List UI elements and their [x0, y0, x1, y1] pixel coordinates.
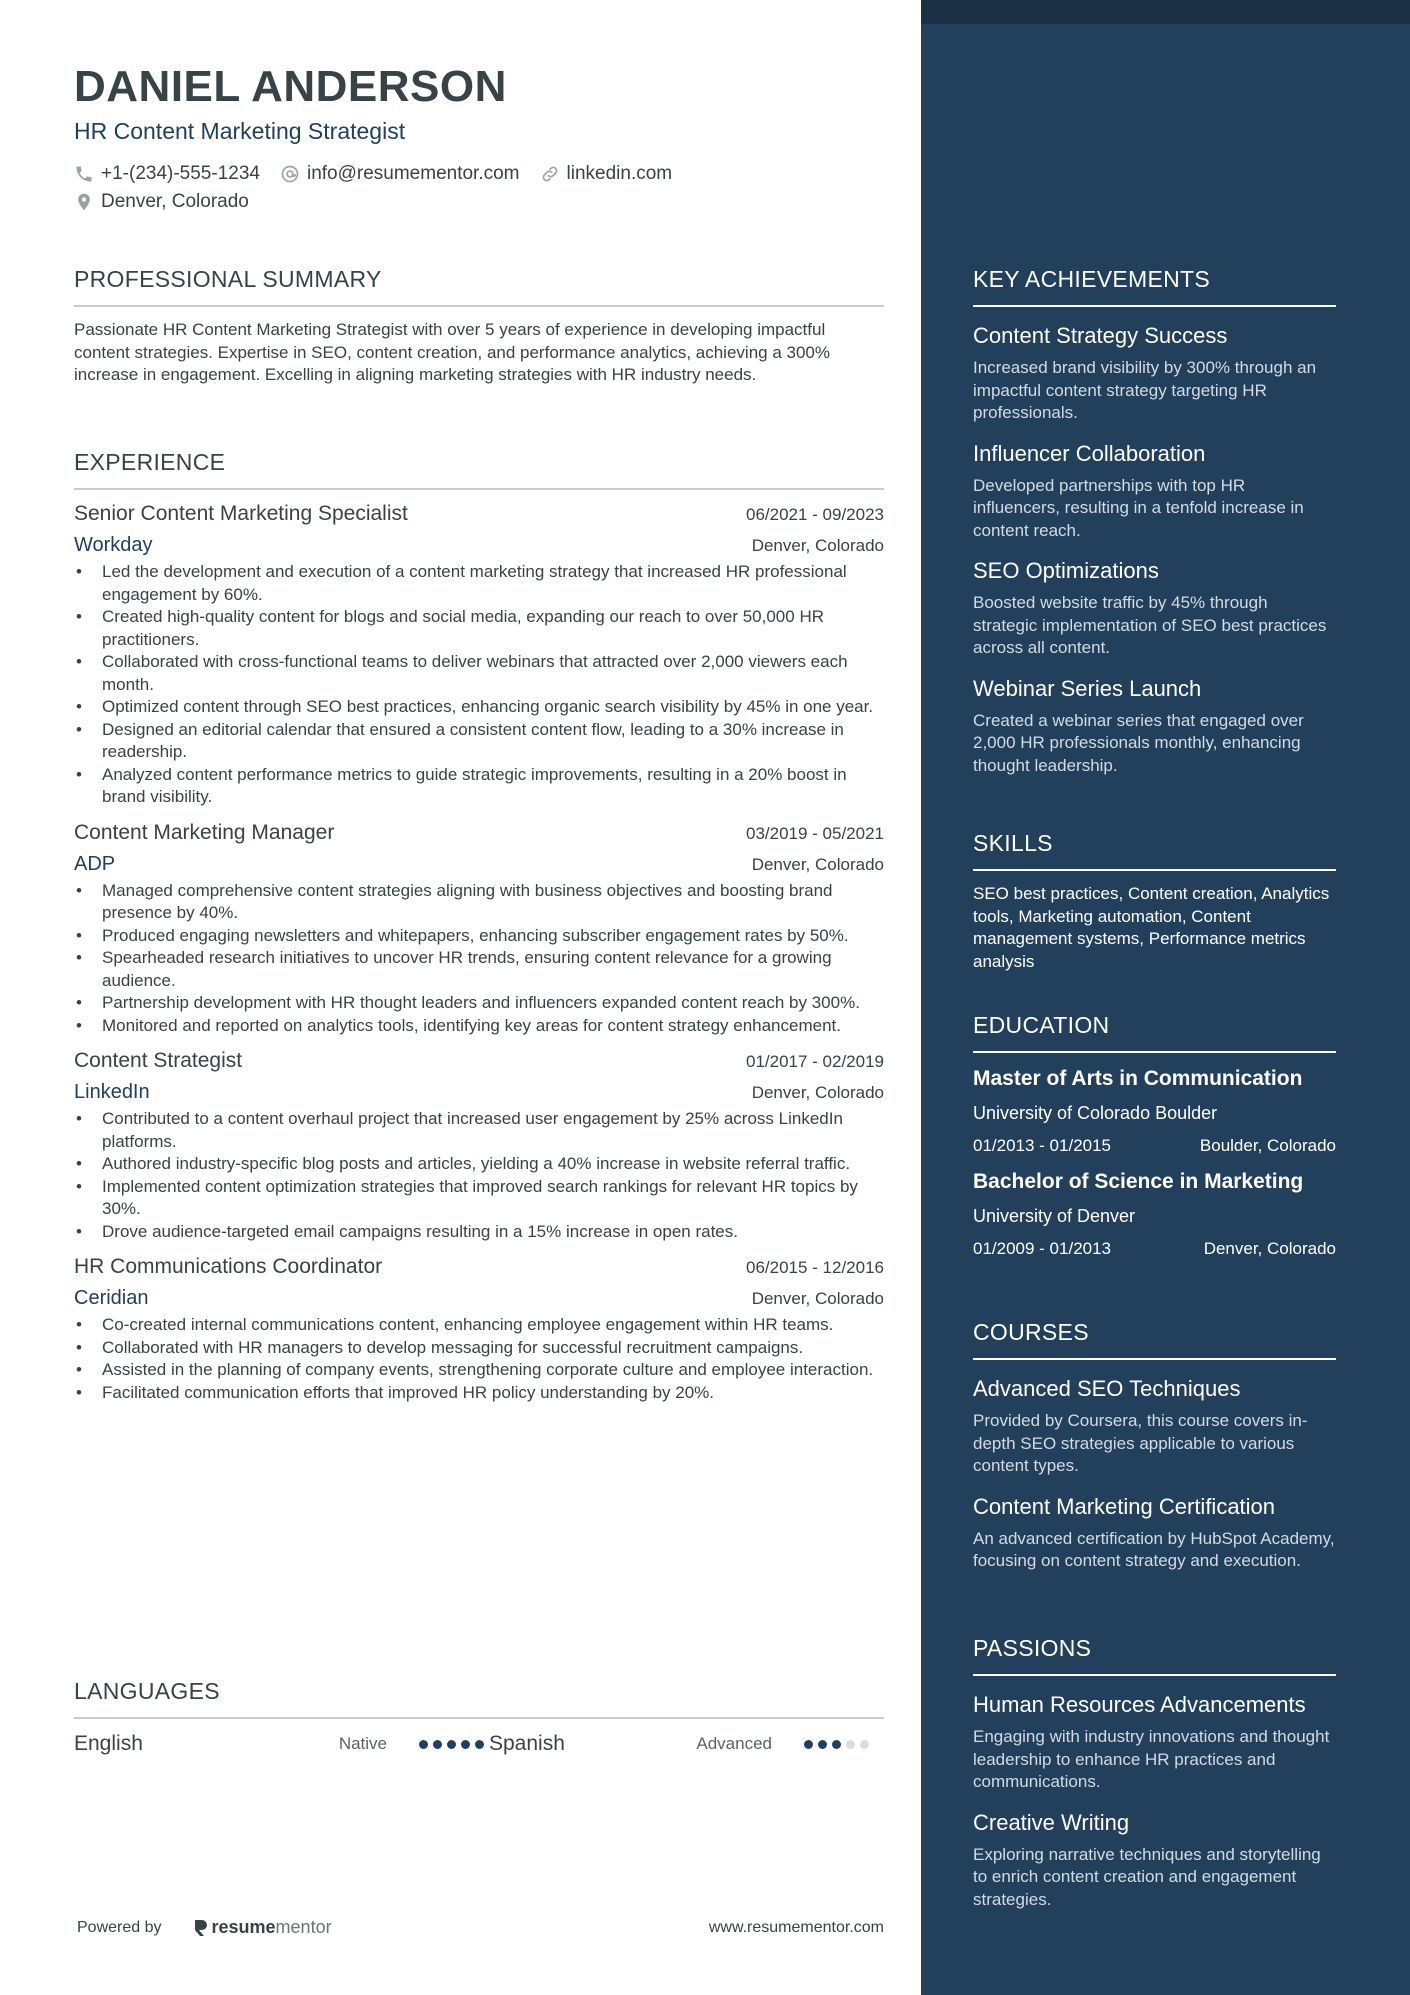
- course-desc: An advanced certification by HubSpot Academy, focusing on content strategy and execution.: [973, 1528, 1335, 1570]
- job-role: HR Communications Coordinator: [74, 1255, 383, 1278]
- job-company: ADP: [74, 852, 116, 875]
- passion-item: [973, 1692, 1336, 1794]
- passions-heading: PASSIONS: [973, 1635, 1336, 1676]
- course-title: Content Marketing Certification: [973, 1493, 1276, 1519]
- job-location: Denver, Colorado: [751, 1083, 884, 1102]
- education-heading: EDUCATION: [973, 1012, 1336, 1053]
- job-bullets: [74, 880, 884, 1038]
- passions-section: [973, 1635, 1336, 1911]
- phone-text: +1-(234)-555-1234: [101, 163, 260, 184]
- experience-section: [74, 449, 884, 1404]
- language-name: Spanish: [489, 1732, 565, 1755]
- resumementor-logo-icon: [192, 1918, 208, 1938]
- job-bullet: • Facilitated communication efforts that improved HR policy understanding by 20%.: [74, 1382, 884, 1405]
- job-bullet: • Led the development and execution of a content marketing strategy that increased HR professional engagement by 60%.: [74, 561, 884, 606]
- achievement-title: SEO Optimizations: [973, 558, 1159, 583]
- job-bullet: • Assisted in the planning of company events, strengthening corporate culture and employee interaction.: [74, 1359, 884, 1382]
- job-bullet: • Partnership development with HR thought leaders and influencers expanded content reach by 300%.: [74, 992, 884, 1015]
- education-location: Boulder, Colorado: [1199, 1136, 1336, 1155]
- job-bullet: • Collaborated with cross-functional teams to deliver webinars that attracted over 2,000 viewers each month.: [74, 651, 884, 696]
- job-company: Workday: [74, 534, 153, 556]
- courses-section: [973, 1319, 1336, 1573]
- rating-dot-empty: [846, 1740, 855, 1749]
- footer: [74, 1917, 884, 1938]
- job-bullet: • Implemented content optimization strategies that improved search rankings for relevant HR topics by 30%.: [74, 1176, 884, 1221]
- job-bullet: • Spearheaded research initiatives to uncover HR trends, ensuring content relevance for a growing audience.: [74, 947, 884, 992]
- job-bullet: • Authored industry-specific blog posts and articles, yielding a 40% increase in website referral traffic.: [74, 1153, 884, 1176]
- sidebar-top-bar: [921, 0, 1410, 24]
- languages-heading: LANGUAGES: [74, 1678, 884, 1719]
- job-bullet: • Created high-quality content for blogs and social media, expanding our reach to over 50,000 HR practitioners.: [74, 606, 884, 651]
- achievement-desc: Developed partnerships with top HR influencers, resulting in a tenfold increase in content reach.: [973, 475, 1304, 540]
- job-location: Denver, Colorado: [751, 536, 884, 555]
- job-location: Denver, Colorado: [751, 854, 884, 874]
- sidebar: [921, 0, 1410, 1995]
- job-company: Ceridian: [74, 1287, 149, 1309]
- passion-title: Creative Writing: [973, 1809, 1130, 1835]
- rating-dot-filled: [832, 1740, 841, 1749]
- rating-dot-filled: [419, 1740, 428, 1749]
- job-role: Senior Content Marketing Specialist: [74, 502, 408, 525]
- job-entry: [74, 1255, 884, 1404]
- course-desc: Provided by Coursera, this course covers in-depth SEO strategies applicable to various content types.: [973, 1411, 1308, 1475]
- job-bullet: • Analyzed content performance metrics to guide strategic improvements, resulting in a 20% boost in brand visibility.: [74, 764, 884, 809]
- location-text: Denver, Colorado: [101, 191, 249, 212]
- candidate-title: HR Content Marketing Strategist: [74, 118, 406, 144]
- achievement-desc: Increased brand visibility by 300% through an impactful content strategy targeting HR professionals.: [973, 358, 1317, 422]
- phone-icon: [74, 164, 94, 184]
- job-role: Content Marketing Manager: [74, 820, 335, 844]
- course-item: [973, 1494, 1336, 1573]
- education-dates: 01/2009 - 01/2013: [973, 1239, 1112, 1258]
- location-pin-icon: [74, 192, 94, 212]
- job-entry: [74, 502, 884, 809]
- powered-by: [74, 1917, 332, 1938]
- job-dates: 01/2017 - 02/2019: [745, 1052, 884, 1071]
- achievement-title: Content Strategy Success: [973, 323, 1228, 348]
- job-bullet: • Optimized content through SEO best practices, enhancing organic search visibility by 45% in one year.: [74, 696, 884, 719]
- language-rating: [804, 1740, 874, 1749]
- passion-desc: Engaging with industry innovations and thought leadership to enhance HR practices and communications.: [973, 1727, 1330, 1791]
- achievement-item: [973, 441, 1336, 543]
- job-dates: 03/2019 - 05/2021: [745, 823, 884, 843]
- job-company: LinkedIn: [74, 1081, 150, 1103]
- experience-heading: EXPERIENCE: [74, 449, 884, 490]
- professional-summary-section: [74, 266, 884, 387]
- languages-section: [74, 1678, 884, 1759]
- resumementor-logo[interactable]: [192, 1917, 332, 1938]
- achievement-desc: Boosted website traffic by 45% through strategic implementation of SEO best practices across all content.: [973, 593, 1327, 657]
- course-item: [973, 1376, 1336, 1478]
- rating-dot-empty: [860, 1740, 869, 1749]
- rating-dot-filled: [433, 1740, 442, 1749]
- education-item: [973, 1067, 1336, 1156]
- rating-dot-filled: [447, 1740, 456, 1749]
- summary-heading: PROFESSIONAL SUMMARY: [74, 266, 884, 307]
- job-bullet: • Collaborated with HR managers to develop messaging for successful recruitment campaigns.: [74, 1337, 884, 1360]
- courses-heading: COURSES: [973, 1319, 1336, 1360]
- achievement-desc: Created a webinar series that engaged over 2,000 HR professionals monthly, enhancing thought leadership.: [973, 710, 1304, 775]
- website-link[interactable]: www.resumementor.com: [708, 1918, 884, 1936]
- job-bullet: • Co-created internal communications content, enhancing employee engagement within HR teams.: [74, 1314, 884, 1337]
- job-entry: [74, 821, 884, 1038]
- job-bullet: • Drove audience-targeted email campaigns resulting in a 15% increase in open rates.: [74, 1221, 884, 1244]
- achievements-heading: KEY ACHIEVEMENTS: [973, 266, 1336, 307]
- language-level: Native: [338, 1734, 387, 1753]
- job-bullet: • Designed an editorial calendar that ensured a consistent content flow, leading to a 30% increase in readership.: [74, 719, 884, 764]
- linkedin-text: linkedin.com: [566, 163, 673, 184]
- link-icon: [540, 164, 560, 184]
- contact-phone: [74, 163, 260, 185]
- education-degree: Bachelor of Science in Marketing: [973, 1170, 1304, 1193]
- key-achievements-section: [973, 266, 1336, 777]
- education-school: University of Denver: [973, 1206, 1136, 1226]
- brand-light: mentor: [275, 1917, 332, 1937]
- education-location: Denver, Colorado: [1203, 1239, 1336, 1258]
- job-bullet: • Monitored and reported on analytics tools, identifying key areas for content strategy enhancement.: [74, 1015, 884, 1038]
- contact-email[interactable]: [280, 163, 520, 185]
- language-rating: [419, 1740, 489, 1749]
- achievement-title: Influencer Collaboration: [973, 440, 1206, 466]
- at-icon: [280, 164, 300, 184]
- passion-item: [973, 1810, 1336, 1912]
- job-bullets: [74, 1108, 884, 1243]
- education-degree: Master of Arts in Communication: [973, 1067, 1303, 1090]
- education-dates: 01/2013 - 01/2015: [973, 1136, 1112, 1155]
- summary-text: Passionate HR Content Marketing Strategist with over 5 years of experience in developing impactful content strategies. Expertise in SEO, content creation, and performance analytics, achieving a 300% increase in engagement. Excelling in aligning marketing strategies with HR industry needs.: [74, 320, 830, 384]
- language-level: Advanced: [696, 1734, 772, 1753]
- education-item: [973, 1170, 1336, 1259]
- job-dates: 06/2015 - 12/2016: [745, 1258, 884, 1277]
- language-item: [74, 1732, 489, 1756]
- job-role: Content Strategist: [74, 1049, 243, 1072]
- skills-heading: SKILLS: [973, 830, 1336, 871]
- job-bullets: [74, 561, 884, 809]
- passion-title: Human Resources Advancements: [973, 1692, 1306, 1717]
- rating-dot-filled: [804, 1740, 813, 1749]
- education-section: [973, 1012, 1336, 1259]
- rating-dot-filled: [475, 1740, 484, 1749]
- contact-location: [74, 191, 249, 213]
- achievement-title: Webinar Series Launch: [973, 675, 1202, 701]
- contact-info: [74, 160, 854, 216]
- job-dates: 06/2021 - 09/2023: [745, 505, 884, 524]
- job-bullet: • Produced engaging newsletters and whitepapers, enhancing subscriber engagement rates by 50%.: [74, 925, 884, 948]
- job-entry: [74, 1049, 884, 1243]
- language-item: [489, 1732, 884, 1756]
- rating-dot-filled: [818, 1740, 827, 1749]
- brand-bold: resume: [211, 1917, 276, 1937]
- language-name: English: [74, 1732, 143, 1755]
- powered-by-label: Powered by: [77, 1918, 162, 1936]
- achievement-item: [973, 323, 1336, 425]
- achievement-item: [973, 676, 1336, 778]
- passion-desc: Exploring narrative techniques and storytelling to enrich content creation and engagement strategies.: [973, 1844, 1321, 1909]
- email-text: info@resumementor.com: [306, 163, 520, 184]
- job-bullet: • Contributed to a content overhaul project that increased user engagement by 25% across LinkedIn platforms.: [74, 1108, 884, 1153]
- job-location: Denver, Colorado: [751, 1289, 884, 1308]
- skills-text: SEO best practices, Content creation, Analytics tools, Marketing automation, Content management systems, Performance metrics analysis: [973, 884, 1330, 971]
- skills-section: [973, 830, 1336, 973]
- job-bullets: [74, 1314, 884, 1404]
- education-school: University of Colorado Boulder: [973, 1103, 1218, 1123]
- course-title: Advanced SEO Techniques: [973, 1376, 1241, 1401]
- rating-dot-filled: [461, 1740, 470, 1749]
- candidate-name: DANIEL ANDERSON: [74, 62, 507, 111]
- contact-linkedin[interactable]: [540, 163, 673, 185]
- achievement-item: [973, 558, 1336, 660]
- job-bullet: • Managed comprehensive content strategies aligning with business objectives and boosting brand presence by 40%.: [74, 880, 884, 925]
